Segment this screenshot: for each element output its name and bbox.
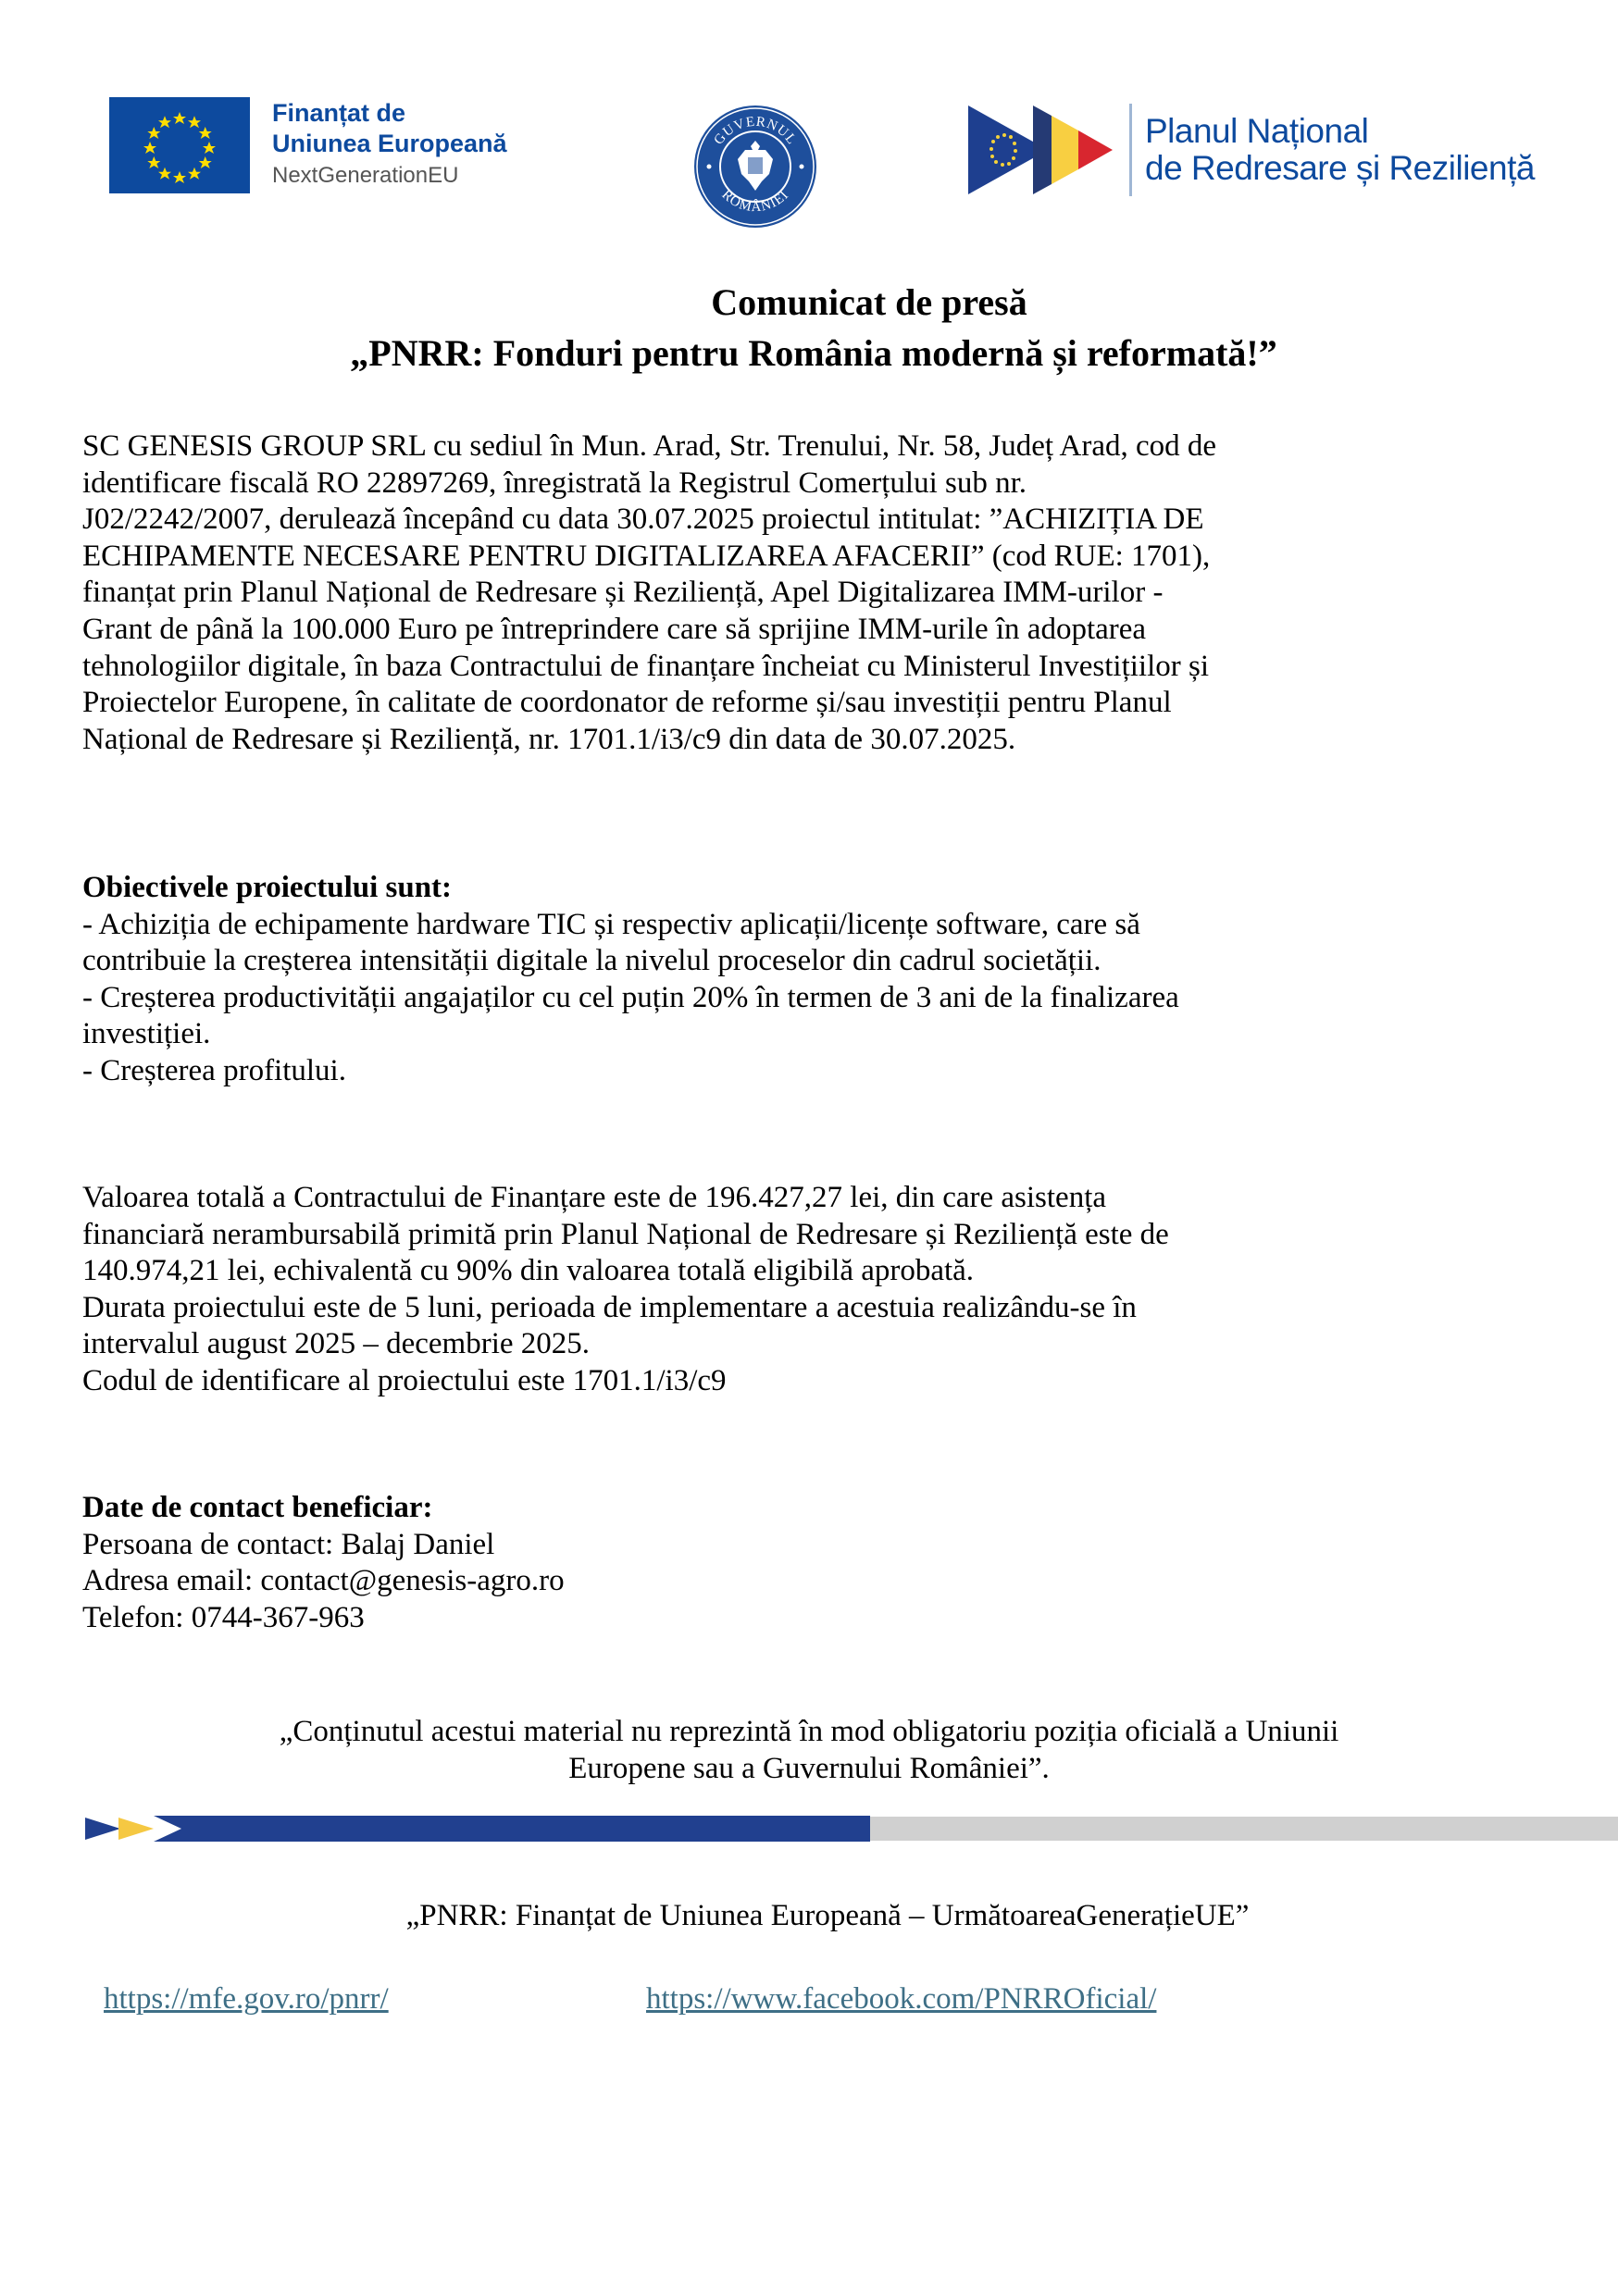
intro-line: Grant de până la 100.000 Euro pe întreprindere care să sprijine IMM-urile în adoptarea [82,612,1147,646]
value-line: 140.974,21 lei, echivalentă cu 90% din valoarea totală eligibilă aprobată. [82,1254,975,1288]
eu-logo-line1: Finanțat de [272,99,406,127]
pnrr-logo-text [1145,113,1535,187]
disclaimer-line1: „Conținutul acestui material nu reprezintă în mod obligatoriu poziția oficială a Uniunii [279,1715,1339,1748]
footer-decorative-bar [83,1816,1618,1842]
intro-line: ECHIPAMENTE NECESARE PENTRU DIGITALIZAREA AFACERII” (cod RUE: 1701), [82,539,1211,573]
value-line: Codul de identificare al proiectului este 1701.1/i3/c9 [82,1363,727,1397]
intro-line: Național de Redresare și Reziliență, nr. 1701.1/i3/c9 din data de 30.07.2025. [82,722,1016,756]
svg-text:GUVERNUL: GUVERNUL [711,114,800,148]
eu-funding-logo [109,97,507,193]
bar-blue-segment [130,1816,870,1842]
contact-heading: Date de contact beneficiar: [82,1491,433,1524]
intro-line: Proiectelor Europene, în calitate de coordonator de reforme și/sau investiții pentru Planul [82,686,1172,720]
value-line: financiară nerambursabilă primită prin Planul Național de Redresare și Reziliență este de [82,1217,1169,1251]
pnrr-logo [968,104,1535,196]
bar-gray-segment [870,1817,1618,1841]
objective-line: - Achiziția de echipamente hardware TIC și respectiv aplicații/licențe software, care să [82,907,1140,941]
eu-logo-text [272,98,507,192]
eu-flag-icon [109,97,250,193]
objectives-heading: Obiectivele proiectului sunt: [82,871,453,904]
romanian-government-seal-icon [692,104,818,230]
objective-line: contribuie la creșterea intensității digitale la nivelul proceselor din cadrul societății. [82,944,1101,978]
disclaimer [0,1713,1618,1787]
intro-line: identificare fiscală RO 22897269, înregistrată la Registrul Comerțului sub nr. [82,465,1027,500]
contact-email: Adresa email: contact@genesis-agro.ro [82,1564,565,1598]
page-title: Comunicat de presă [711,281,1027,323]
facebook-pnrr-link[interactable]: https://www.facebook.com/PNRROficial/ [646,1982,1157,2016]
footer-links [0,1980,1618,2027]
svg-text:ROMÂNIEI: ROMÂNIEI [718,187,792,216]
page-subtitle: „PNRR: Fonduri pentru România modernă și reformată!” [350,332,1277,374]
contact-person: Persoana de contact: Balaj Daniel [82,1527,495,1561]
intro-line: J02/2242/2007, derulează începând cu data 30.07.2025 proiectul intitulat: ”ACHIZIȚIA DE [82,503,1204,537]
mfe-pnrr-link[interactable]: https://mfe.gov.ro/pnrr/ [104,1982,389,2016]
pnrr-logo-divider [1129,104,1132,196]
contact-section [82,1490,1532,1636]
value-line: Durata proiectului este de 5 luni, perioada de implementare a acestuia realizându-se în [82,1290,1137,1324]
pnrr-arrows-icon [968,105,1116,194]
intro-line: SC GENESIS GROUP SRL cu sediul în Mun. Arad, Str. Trenului, Nr. 58, Județ Arad, cod de [82,429,1217,463]
value-line: intervalul august 2025 – decembrie 2025. [82,1327,591,1361]
eu-logo-line3: NextGenerationEU [272,163,459,188]
disclaimer-line2: Europene sau a Guvernului României”. [568,1752,1050,1785]
objective-line: investiției. [82,1017,211,1051]
contact-phone: Telefon: 0744-367-963 [82,1600,365,1634]
footer-slogan: „PNRR: Finanțat de Uniunea Europeană – UrmătoareaGenerațieUE” [405,1899,1250,1932]
intro-line: finanțat prin Planul Național de Redresare și Reziliență, Apel Digitalizarea IMM-urilor - [82,576,1164,610]
pnrr-logo-line1: Planul Național [1145,112,1369,150]
intro-line: tehnologiilor digitale, în baza Contractului de finanțare încheiat cu Ministerul Investițiilor și [82,649,1210,683]
objective-line: - Creșterea profitului. [82,1053,346,1087]
value-line: Valoarea totală a Contractului de Finanțare este de 196.427,27 lei, din care asistența [82,1181,1107,1214]
objectives-section [82,870,1532,1090]
pnrr-logo-line2: de Redresare și Reziliență [1145,149,1535,187]
bar-arrows-icon [83,1816,194,1842]
intro-paragraph [82,428,1532,758]
objective-line: - Creșterea productivității angajaților cu cel puțin 20% în termen de 3 ani de la finalizarea [82,980,1179,1014]
eu-logo-line2: Uniunea Europeană [272,130,507,157]
project-value-section [82,1180,1532,1400]
